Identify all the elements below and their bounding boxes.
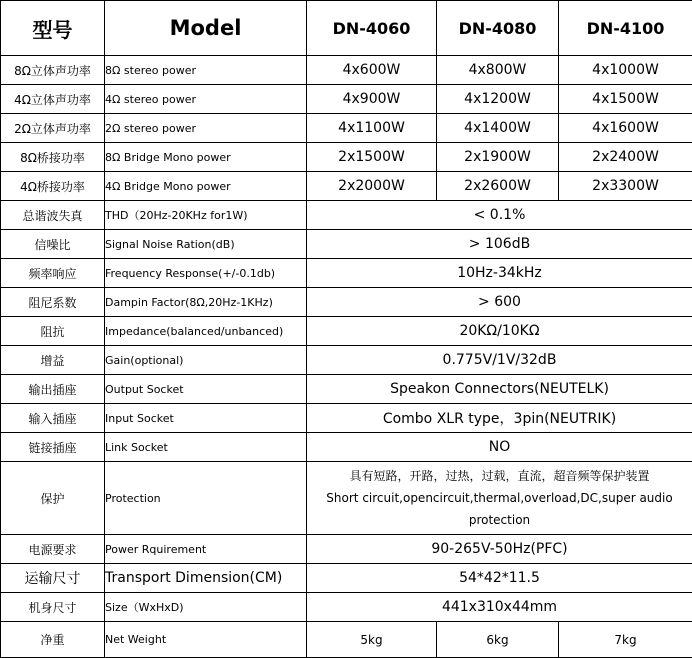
spec-row — [1, 564, 692, 593]
protection-line-en: Short circuit,opencircuit,thermal,overload,DC,super audio — [326, 491, 673, 505]
power-row — [1, 56, 692, 85]
row-label-cn: 净重 — [1, 622, 105, 658]
row-label-cn: 4Ω桥接功率 — [1, 172, 105, 201]
spec-row — [1, 288, 692, 317]
row-label-en: Signal Noise Ration(dB) — [105, 230, 307, 259]
value-cell: 441x310x44mm — [307, 593, 692, 622]
power-row — [1, 114, 692, 143]
row-label-cn: 阻尼系数 — [1, 288, 105, 317]
row-label-en: Power Rquirement — [105, 535, 307, 564]
row-label-en: Input Socket — [105, 404, 307, 433]
spec-row — [1, 201, 692, 230]
row-label-cn: 保护 — [1, 462, 105, 535]
value-cell: 20KΩ/10KΩ — [307, 317, 692, 346]
power-row — [1, 172, 692, 201]
model-dn-4100: DN-4100 — [559, 1, 692, 56]
row-label-cn: 频率响应 — [1, 259, 105, 288]
value-cell: 4x1100W — [307, 114, 437, 143]
model-header-en: Model — [105, 1, 307, 56]
row-label-en: Gain(optional) — [105, 346, 307, 375]
value-cell: 2x2600W — [437, 172, 559, 201]
value-cell: > 106dB — [307, 230, 692, 259]
spec-row — [1, 375, 692, 404]
power-row — [1, 85, 692, 114]
spec-row — [1, 317, 692, 346]
row-label-cn: 阻抗 — [1, 317, 105, 346]
row-label-en: Net Weight — [105, 622, 307, 658]
protection-line-en-cont: protection — [468, 513, 531, 527]
row-label-en: 2Ω stereo power — [105, 114, 307, 143]
value-cell: 4x1500W — [559, 85, 692, 114]
row-label-cn: 输入插座 — [1, 404, 105, 433]
row-label-cn: 总谐波失真 — [1, 201, 105, 230]
value-cell: 7kg — [559, 622, 692, 658]
row-label-en: 8Ω Bridge Mono power — [105, 143, 307, 172]
value-cell: 2x2000W — [307, 172, 437, 201]
row-label-cn: 运输尺寸 — [1, 564, 105, 593]
value-cell: 4x900W — [307, 85, 437, 114]
value-cell: 2x3300W — [559, 172, 692, 201]
value-cell: > 600 — [307, 288, 692, 317]
spec-row — [1, 346, 692, 375]
protection-cell — [307, 462, 692, 535]
value-cell: 2x1900W — [437, 143, 559, 172]
row-label-en: THD（20Hz-20KHz for1W) — [105, 201, 307, 230]
spec-row — [1, 230, 692, 259]
row-label-en: Size（WxHxD) — [105, 593, 307, 622]
value-cell: 2x1500W — [307, 143, 437, 172]
protection-row — [1, 462, 692, 535]
value-cell: 4x1000W — [559, 56, 692, 85]
spec-row — [1, 593, 692, 622]
spec-row — [1, 404, 692, 433]
row-label-en: 8Ω stereo power — [105, 56, 307, 85]
value-cell: < 0.1% — [307, 201, 692, 230]
value-cell: NO — [307, 433, 692, 462]
row-label-en: Protection — [105, 462, 307, 535]
value-cell: 5kg — [307, 622, 437, 658]
value-cell: 10Hz-34kHz — [307, 259, 692, 288]
row-label-en: 4Ω stereo power — [105, 85, 307, 114]
protection-line-cn: 具有短路，开路，过热，过载，直流，超音频等保护装置 — [349, 469, 650, 483]
row-label-cn: 信噪比 — [1, 230, 105, 259]
row-label-cn: 2Ω立体声功率 — [1, 114, 105, 143]
row-label-cn: 8Ω立体声功率 — [1, 56, 105, 85]
row-label-en: Output Socket — [105, 375, 307, 404]
weight-row — [1, 622, 692, 658]
row-label-en: Transport Dimension(CM) — [105, 564, 307, 593]
header-row — [1, 1, 692, 56]
value-cell: 4x1200W — [437, 85, 559, 114]
value-cell: 4x1600W — [559, 114, 692, 143]
spec-row — [1, 433, 692, 462]
row-label-cn: 机身尺寸 — [1, 593, 105, 622]
spec-row — [1, 535, 692, 564]
value-cell: 2x2400W — [559, 143, 692, 172]
row-label-cn: 8Ω桥接功率 — [1, 143, 105, 172]
row-label-en: Dampin Factor(8Ω,20Hz-1KHz) — [105, 288, 307, 317]
model-dn-4060: DN-4060 — [307, 1, 437, 56]
row-label-en: 4Ω Bridge Mono power — [105, 172, 307, 201]
model-header-cn: 型号 — [1, 1, 105, 56]
row-label-en: Impedance(balanced/unbanced) — [105, 317, 307, 346]
spec-row — [1, 259, 692, 288]
value-cell: Speakon Connectors(NEUTELK) — [307, 375, 692, 404]
value-cell: Combo XLR type，3pin(NEUTRIK) — [307, 404, 692, 433]
value-cell: 90-265V-50Hz(PFC) — [307, 535, 692, 564]
power-row — [1, 143, 692, 172]
row-label-cn: 输出插座 — [1, 375, 105, 404]
row-label-en: Link Socket — [105, 433, 307, 462]
row-label-cn: 4Ω立体声功率 — [1, 85, 105, 114]
row-label-en: Frequency Response(+/-0.1db) — [105, 259, 307, 288]
row-label-cn: 电源要求 — [1, 535, 105, 564]
row-label-cn: 链接插座 — [1, 433, 105, 462]
value-cell: 54*42*11.5 — [307, 564, 692, 593]
row-label-cn: 增益 — [1, 346, 105, 375]
value-cell: 0.775V/1V/32dB — [307, 346, 692, 375]
value-cell: 4x1400W — [437, 114, 559, 143]
model-dn-4080: DN-4080 — [437, 1, 559, 56]
value-cell: 4x800W — [437, 56, 559, 85]
value-cell: 6kg — [437, 622, 559, 658]
value-cell: 4x600W — [307, 56, 437, 85]
